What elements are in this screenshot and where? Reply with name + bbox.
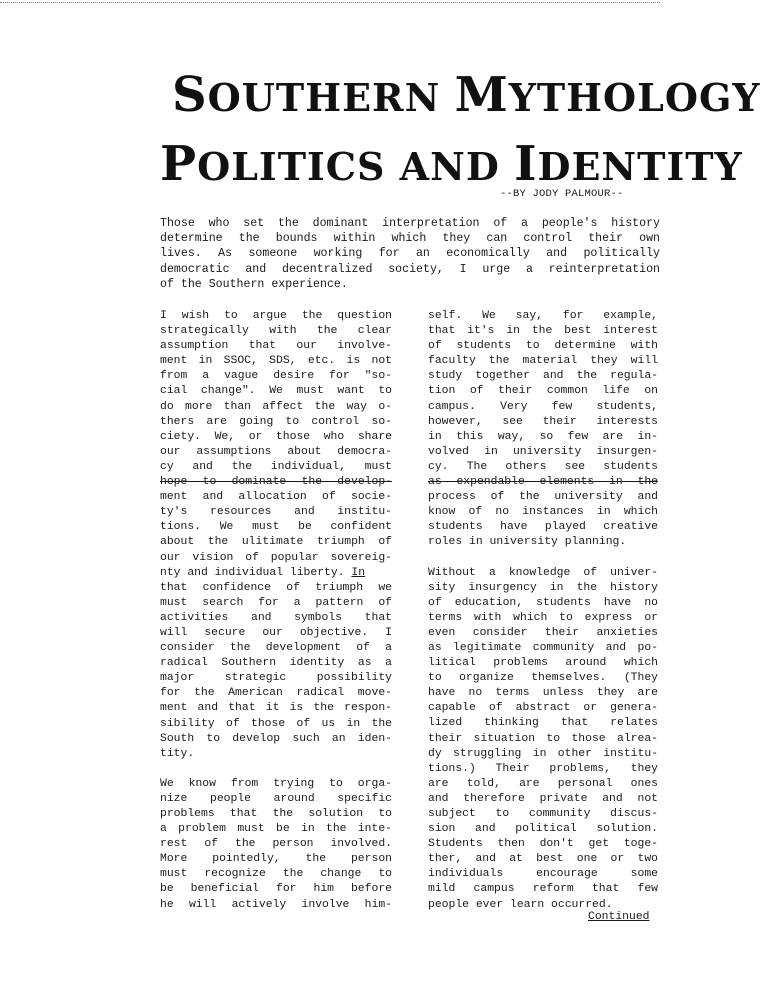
intro-line: lives. As someone working for an economically and politically (160, 247, 660, 261)
text-line: consider the development of a (160, 642, 392, 655)
text-line: for the American radical move- (160, 687, 392, 700)
text-line: in this way, so few are in- (428, 430, 658, 443)
text-line: ment in SSOC, SDS, etc. is not (160, 355, 392, 368)
text-line: litical problems around which (428, 657, 658, 670)
continued-label: Continued (588, 911, 650, 923)
right-column (428, 309, 658, 928)
text-line: that confidence of triumph we (160, 581, 392, 594)
text-line: major strategic possibility (160, 672, 392, 685)
text-line: strategically with the clear (160, 325, 392, 338)
text-line: study together and the regula- (428, 370, 658, 383)
text-line: I wish to argue the question (160, 310, 392, 322)
text-line: sity insurgency in the history (428, 581, 658, 594)
text-line: their situation to those alrea- (428, 732, 658, 745)
text-line: volved in university insurgen- (428, 445, 658, 458)
left-paragraph-1 (160, 309, 392, 762)
text-line: however, see their interests (428, 415, 658, 428)
text-line: dy struggling in other institu- (428, 747, 658, 760)
text-line: our assumptions about democra- (160, 445, 392, 458)
text-line: from a vague desire for "so- (160, 370, 392, 383)
text-line: problems that the solution to (160, 808, 392, 820)
text-line: tions. We must be confident (160, 521, 392, 534)
text-line: individuals encourage some (428, 868, 658, 881)
text-line: rest of the person involved. (160, 838, 392, 851)
top-border-rule (0, 2, 660, 3)
text-line: a problem must be in the inte- (160, 823, 392, 836)
text-line: know of no instances in which (428, 506, 658, 519)
text-line: and therefore private and not (428, 792, 658, 805)
text-line: are told, are personal ones (428, 777, 658, 790)
text-line: as expendable elements in the (428, 476, 658, 489)
text-line: activities and symbols that (160, 611, 392, 624)
text-line: ment and that it is the respon- (160, 702, 392, 715)
text-line: We know from trying to orga- (160, 777, 392, 790)
text-line: mild campus reform that few (428, 883, 658, 896)
right-paragraph-1 (428, 309, 658, 551)
underlined-word: In (351, 566, 366, 579)
text-line: of education, students have no (428, 596, 658, 609)
text-line: faculty the material they will (428, 355, 658, 368)
text-line: thers are going to control so- (160, 415, 392, 428)
text-line: ciety. We, or those who share (160, 430, 392, 443)
text-line: roles in university planning. (428, 536, 627, 549)
text-line: even consider their anxieties (428, 626, 658, 639)
text-line: radical Southern identity as a (160, 657, 392, 670)
article-title (160, 62, 761, 200)
text-line: tion of their common life on (428, 385, 658, 398)
text-line: tity. (160, 747, 195, 760)
text-line: do more than affect the way o- (160, 400, 392, 413)
text-line: that it's in the best interest (428, 325, 658, 338)
intro-paragraph (160, 216, 660, 292)
text-line: ther, and at best one or two (428, 853, 658, 866)
text-line: sion and political solution. (428, 823, 658, 836)
text-line: South to develop such an iden- (160, 732, 392, 745)
text-line: cial change". We must want to (160, 385, 392, 398)
text-line: nize people around specific (160, 792, 392, 805)
author-byline: --BY JODY PALMOUR-- (500, 188, 624, 200)
text-line: self. We say, for example, (428, 310, 658, 322)
text-line: capable of abstract or genera- (428, 702, 658, 715)
text-line: Without a knowledge of univer- (428, 566, 658, 579)
text-line: to organize themselves. (They (428, 672, 658, 685)
text-line: tions.) Their problems, they (428, 762, 658, 775)
intro-line: of the Southern experience. (160, 277, 348, 291)
text-line: Students then don't get toge- (428, 838, 658, 851)
text-line: be beneficial for him before (160, 883, 392, 896)
intro-line: Those who set the dominant interpretation of a people's history (160, 217, 660, 230)
text-line: terms with which to express or (428, 611, 658, 624)
text-line: hope to dominate the develop- (160, 476, 392, 489)
text-line: process of the university and (428, 491, 658, 504)
text-line: More pointedly, the person (160, 853, 392, 866)
text-line: ment and allocation of socie- (160, 491, 392, 504)
text-line: of students to determine with (428, 340, 658, 353)
text-line: about the ulitimate triumph of (160, 536, 392, 549)
text-line: campus. Very few students, (428, 400, 658, 413)
text-line: nty and individual liberty. In (160, 566, 366, 579)
intro-line: democratic and decentralized society, I urge a reinterpretation (160, 262, 660, 276)
text-line: ty's resources and institu- (160, 506, 392, 519)
text-line: cy. The others see students (428, 460, 658, 473)
text-line: students have played creative (428, 521, 658, 534)
text-line: must recognize the change to (160, 868, 392, 881)
text-line: lized thinking that relates (428, 717, 658, 730)
right-paragraph-2 (428, 566, 658, 913)
text-line: our vision of popular sovereig- (160, 551, 392, 564)
text-line: sibility of those of us in the (160, 717, 392, 730)
text-line: cy and the individual, must (160, 460, 392, 473)
text-line: have no terms unless they are (428, 687, 658, 700)
left-paragraph-2 (160, 777, 392, 913)
text-line: subject to community discus- (428, 808, 658, 820)
text-line: as legitimate community and po- (428, 641, 658, 654)
title-line-2: POLITICS AND IDENTITY (160, 136, 743, 192)
text-line: will secure our objective. I (160, 626, 392, 639)
text-line: assumption that our involve- (160, 340, 392, 353)
text-line: he will actively involve him- (160, 898, 392, 911)
left-column (160, 309, 392, 928)
text-line: must search for a pattern of (160, 596, 392, 609)
title-line-1: SOUTHERN MYTHOLOGY (172, 67, 761, 123)
text-line: people ever learn occurred. (428, 898, 613, 911)
intro-line: determine the bounds within which they can control their own (160, 232, 660, 246)
